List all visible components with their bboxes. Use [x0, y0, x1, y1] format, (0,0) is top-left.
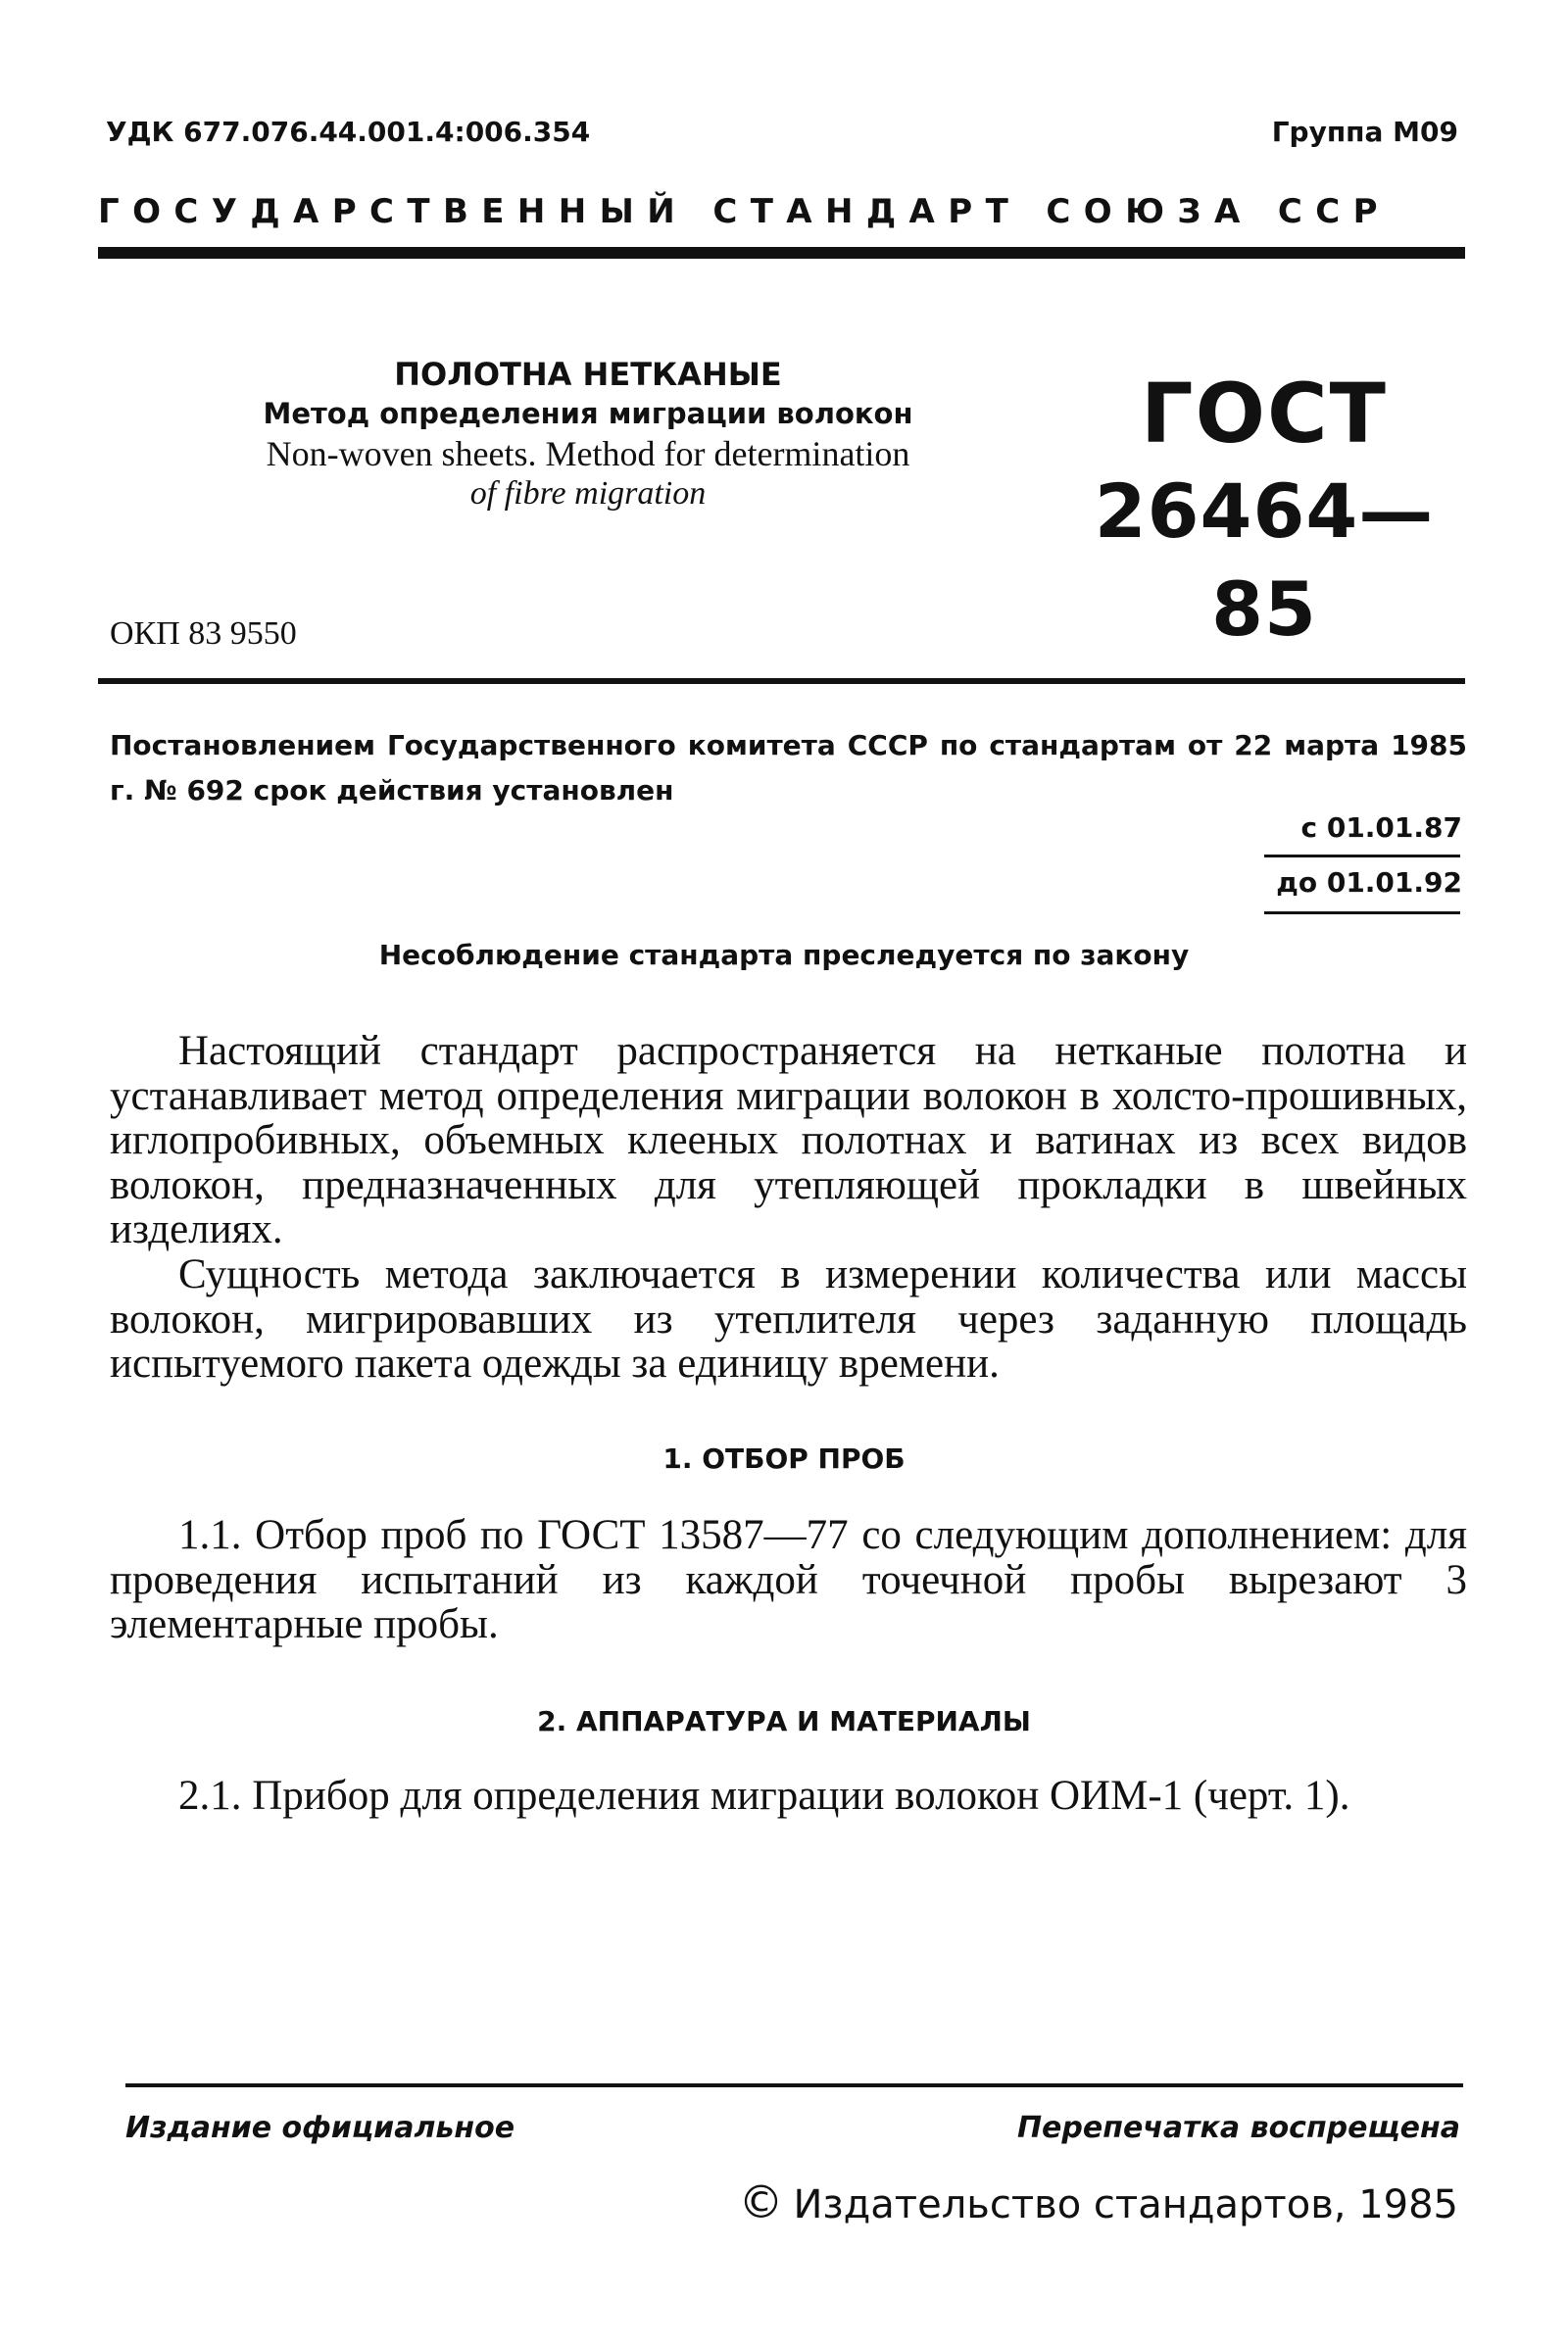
title-block	[186, 355, 990, 513]
section-heading-sampling: 1. ОТБОР ПРОБ	[662, 1442, 906, 1475]
footer-divider	[125, 2083, 1463, 2087]
title-en-line1: Non-woven sheets. Method for determination	[266, 434, 910, 473]
reprint-forbidden-label: Перепечатка воспрещена	[1016, 2111, 1460, 2145]
validity-from: с 01.01.87	[1300, 811, 1462, 844]
okp-divider	[98, 678, 1465, 684]
paragraph-2-1: 2.1. Прибор для определения миграции волокон ОИМ-1 (черт. 1).	[178, 1773, 1350, 1819]
udk-code: УДК 677.076.44.001.4:006.354	[106, 116, 591, 148]
section-heading-apparatus: 2. АППАРАТУРА И МАТЕРИАЛЫ	[537, 1705, 1031, 1737]
copyright-icon: ©	[738, 2176, 784, 2228]
gost-designation	[1058, 365, 1470, 659]
copyright-line	[738, 2176, 1458, 2228]
gost-word: ГОСТ	[1141, 366, 1388, 462]
title-ru-sub: Метод определения миграции волокон	[263, 397, 913, 430]
validity-rule-top	[1264, 855, 1460, 857]
paragraph-1-1: 1.1. Отбор проб по ГОСТ 13587—77 со следующим дополнением: для проведения испытаний из каждой точечной пробы вырезают 3 элементарные пробы.	[110, 1512, 1467, 1647]
group-code: Группа М09	[1271, 116, 1458, 148]
state-standard-heading: ГОСУДАРСТВЕННЫЙ СТАНДАРТ СОЮЗА ССР	[98, 192, 1391, 231]
title-en-line2: of fibre migration	[469, 475, 707, 512]
title-ru-main: ПОЛОТНА НЕТКАНЫЕ	[394, 356, 782, 393]
paragraph-scope: Настоящий стандарт распространяется на нетканые полотна и устанавливает метод определения миграции волокон в холсто-прошивных, иглопробивных, объемных клееных полотнах и ватинах из всех видов волокон, предназначенных для утепляющей прокладки в швейных изделиях.	[110, 1028, 1467, 1252]
paragraph-essence: Сущность метода заключается в измерении количества или массы волокон, мигрировавших из утеплителя через заданную площадь испытуемого пакета одежды за единицу времени.	[110, 1251, 1467, 1387]
publisher-name: Издательство стандартов, 1985	[793, 2182, 1458, 2227]
header-divider	[98, 247, 1465, 259]
validity-to: до 01.01.92	[1276, 866, 1462, 899]
decree-text: Постановлением Государственного комитета СССР по стандартам от 22 марта 1985 г. № 692 срок действия установлен	[110, 729, 1467, 807]
official-edition-label: Издание официальное	[125, 2111, 515, 2145]
okp-code: ОКП 83 9550	[110, 615, 297, 652]
validity-rule-bottom	[1264, 911, 1460, 914]
gost-number: 26464—85	[1094, 467, 1435, 653]
legal-notice: Несоблюдение стандарта преследуется по закону	[378, 939, 1190, 971]
